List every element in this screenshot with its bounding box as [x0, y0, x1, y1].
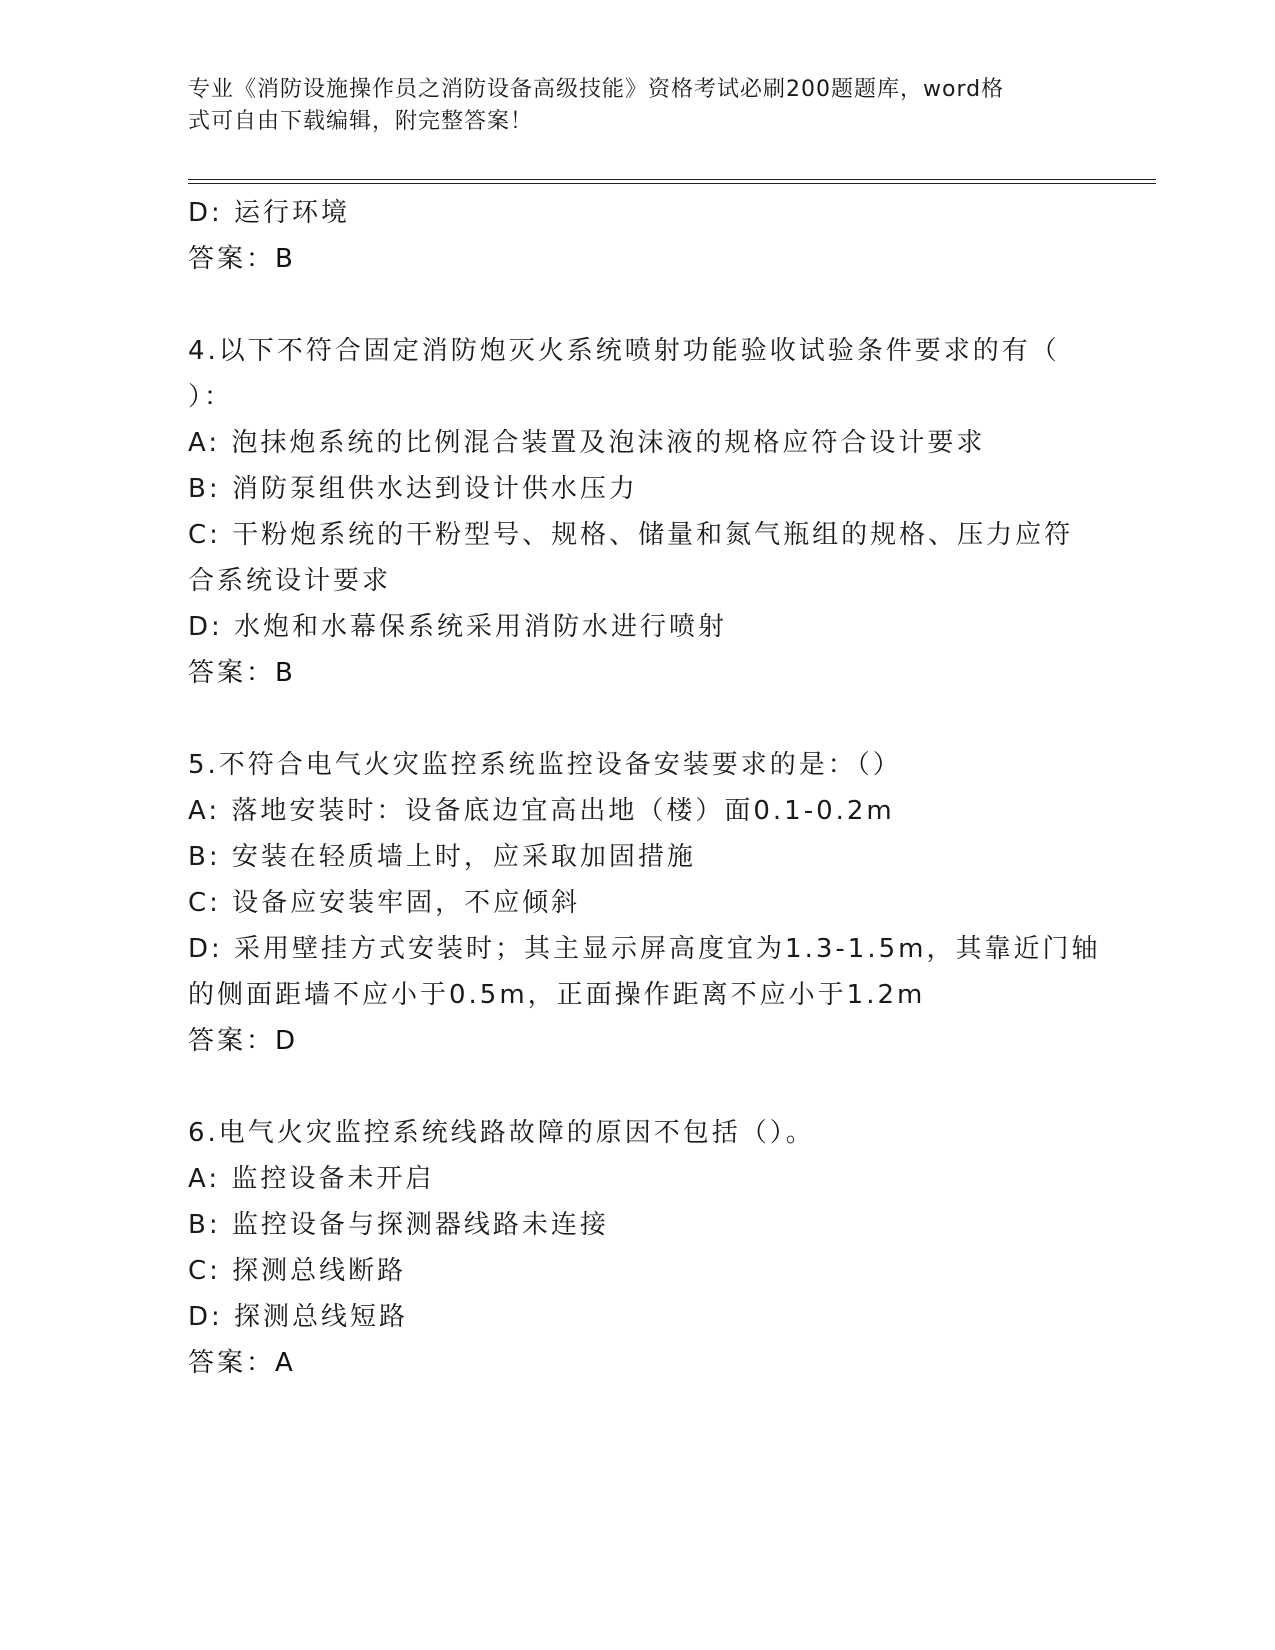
- question-stem-cont: ）：: [188, 382, 234, 412]
- answer-line: 答案：D: [188, 1026, 299, 1056]
- option-d-cont: 的侧面距墙不应小于0.5m，正面操作距离不应小于1.2m: [188, 980, 926, 1010]
- option-c-cont: 合系统设计要求: [188, 566, 392, 596]
- spacer: [188, 282, 1088, 328]
- option-a: A: 监控设备未开启: [188, 1164, 435, 1194]
- option-d: D: 探测总线短路: [188, 1302, 409, 1332]
- option-b: B: 监控设备与探测器线路未连接: [188, 1210, 609, 1240]
- header-rule-top: [188, 179, 1156, 180]
- option-d: D: 采用壁挂方式安装时；其主显示屏高度宜为1.3-1.5m，其靠近门轴: [188, 934, 1101, 964]
- option-c: C: 探测总线断路: [188, 1256, 407, 1286]
- option-d: D: 水炮和水幕保系统采用消防水进行喷射: [188, 612, 728, 642]
- option-b: B: 消防泵组供水达到设计供水压力: [188, 474, 638, 504]
- question-5: [188, 742, 1101, 1064]
- option-a: A: 泡抹炮系统的比例混合装置及泡沫液的规格应符合设计要求: [188, 428, 986, 458]
- document-body: [188, 190, 1101, 1386]
- question-4: [188, 328, 1088, 696]
- question-stem: 6.电气火灾监控系统线路故障的原因不包括（）。: [188, 1118, 815, 1148]
- question-6: [188, 1110, 1088, 1386]
- option-b: B: 安装在轻质墙上时，应采取加固措施: [188, 842, 696, 872]
- question-stem: 5.不符合电气火灾监控系统监控设备安装要求的是：（）: [188, 750, 902, 780]
- answer-line: 答案：B: [188, 658, 296, 688]
- answer-line: 答案：A: [188, 1348, 296, 1378]
- header-line-1: 专业《消防设施操作员之消防设备高级技能》资格考试必刷200题题库，word格: [188, 77, 1005, 102]
- spacer: [188, 1064, 1088, 1110]
- option-d: D: 运行环境: [188, 198, 351, 228]
- header-rule-bottom: [188, 183, 1156, 184]
- header-line-2: 式可自由下载编辑，附完整答案！: [188, 109, 534, 134]
- question-stem: 4.以下不符合固定消防炮灭火系统喷射功能验收试验条件要求的有（: [188, 336, 1060, 366]
- document-header: [188, 74, 1068, 138]
- spacer: [188, 696, 1088, 742]
- option-c: C: 设备应安装牢固，不应倾斜: [188, 888, 581, 918]
- option-c: C: 干粉炮系统的干粉型号、规格、储量和氮气瓶组的规格、压力应符: [188, 520, 1074, 550]
- answer-line: 答案：B: [188, 244, 296, 274]
- option-a: A: 落地安装时：设备底边宜高出地（楼）面0.1-0.2m: [188, 796, 895, 826]
